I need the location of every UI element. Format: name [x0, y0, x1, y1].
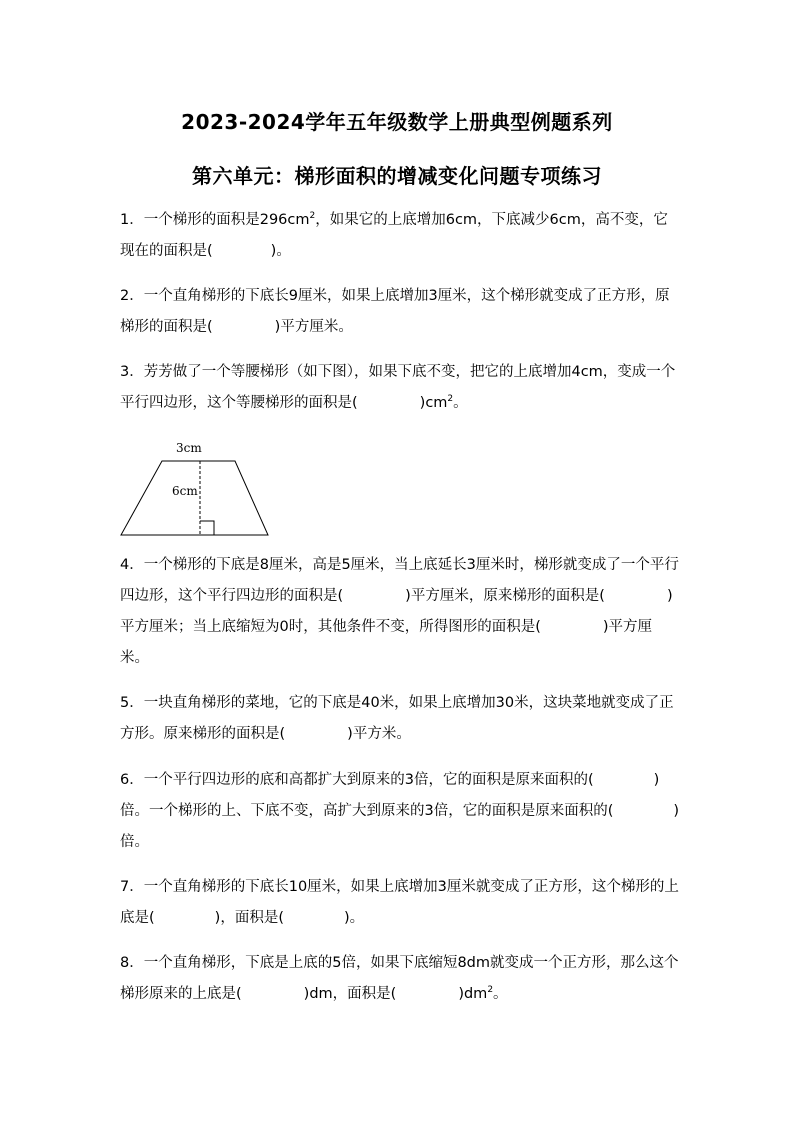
question-7: 7．一个直角梯形的下底长10厘米，如果上底增加3厘米就变成了正方形，这个梯形的上底是( )，面积是( )。: [120, 879, 679, 926]
question-1: 1．一个梯形的面积是$296cm^2$，如果它的上底增加6cm，下底减少6cm，高不变，它现在的面积是( )。: [120, 211, 668, 259]
top-base-label: 3cm: [176, 441, 202, 455]
question-5: 5．一块直角梯形的菜地，它的下底是40米，如果上底增加30米，这块菜地就变成了正方形。原来梯形的面积是( )平方米。: [120, 695, 674, 742]
height-label: 6cm: [172, 484, 198, 498]
worksheet-subtitle: 第六单元：梯形面积的增减变化问题专项练习: [192, 164, 602, 188]
right-angle-mark: [200, 521, 214, 535]
question-6: 6．一个平行四边形的底和高都扩大到原来的3倍，它的面积是原来面积的( )倍。一个梯形的上、下底不变，高扩大到原来的3倍，它的面积是原来面积的( )倍。: [120, 772, 680, 850]
question-2: 2．一个直角梯形的下底长9厘米，如果上底增加3厘米，这个梯形就变成了正方形，原梯形的面积是( )平方厘米。: [120, 288, 670, 335]
question-4: 4．一个梯形的下底是8厘米，高是5厘米，当上底延长3厘米时，梯形就变成了一个平行四边形，这个平行四边形的面积是( )平方厘米，原来梯形的面积是( )平方厘米；当上底缩短为0时，其他条件不变，所得图形的面积是( )平方厘米。: [120, 557, 679, 666]
isosceles-trapezoid-figure: [112, 435, 282, 545]
question-3: 3．芳芳做了一个等腰梯形（如下图），如果下底不变，把它的上底增加4cm，变成一个平行四边形，这个等腰梯形的面积是( )$cm^2$。: [120, 364, 676, 411]
question-8: 8．一个直角梯形，下底是上底的5倍，如果下底缩短8dm就变成一个正方形，那么这个梯形原来的上底是( )dm，面积是( )$dm^2$。: [120, 955, 679, 1002]
trapezoid-shape: [121, 461, 268, 535]
worksheet-title: 2023-2024学年五年级数学上册典型例题系列: [181, 110, 613, 134]
